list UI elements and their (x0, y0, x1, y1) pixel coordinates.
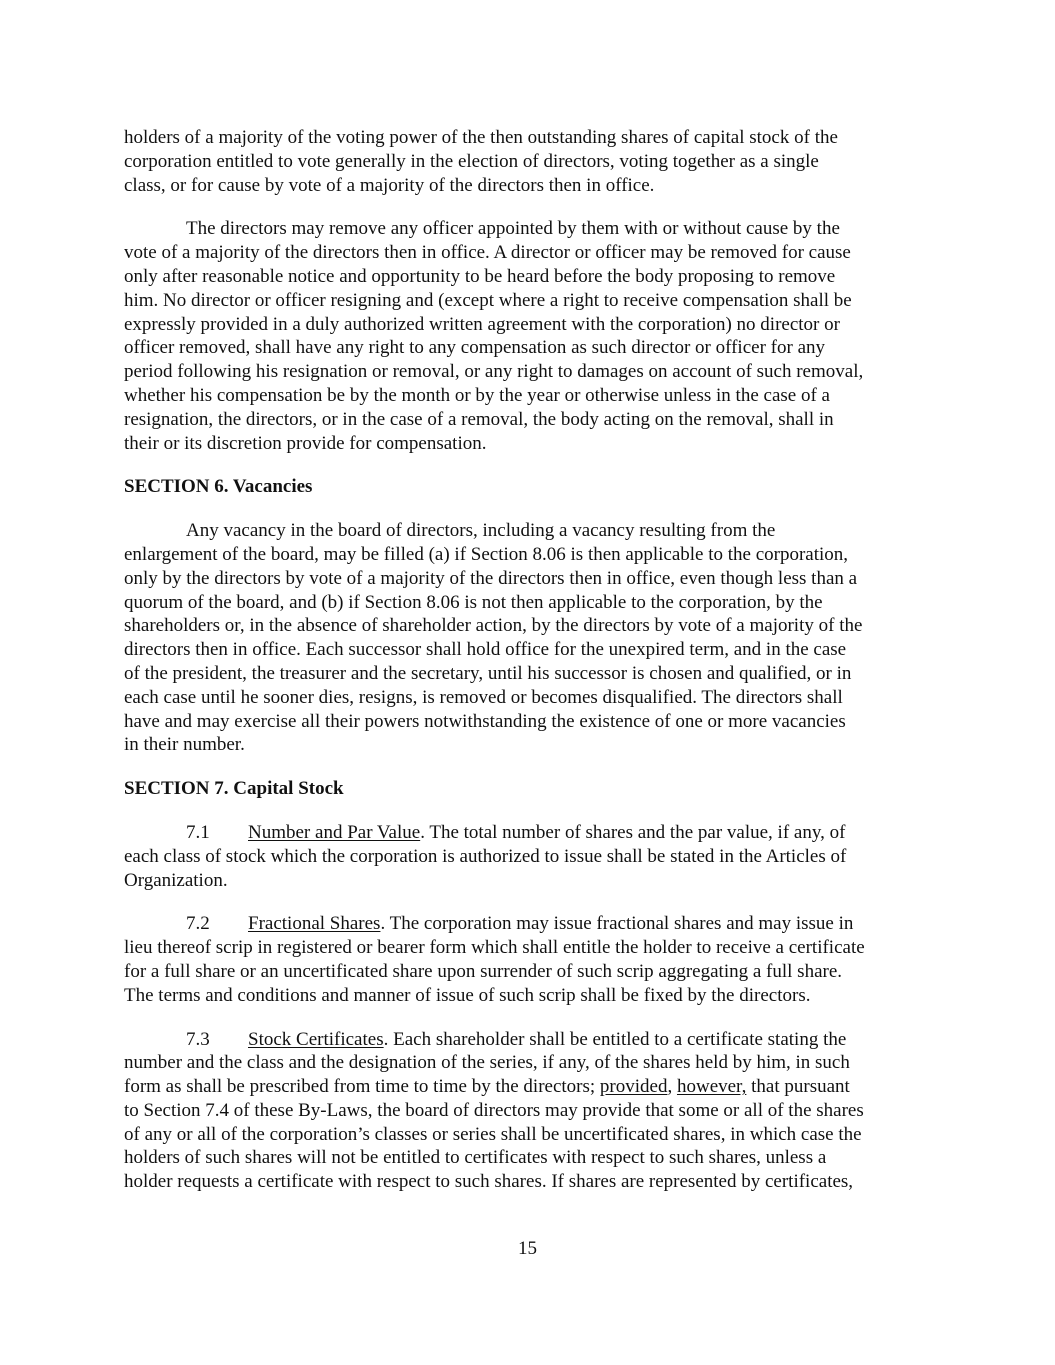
text-line: him. No director or officer resigning and (except where a right to receive compensation shall be (124, 289, 852, 311)
text-line: only after reasonable notice and opportunity to be heard before the body proposing to remove (124, 265, 836, 287)
text-line: enlargement of the board, may be filled (a) if Section 8.06 is then applicable to the corporation, (124, 543, 849, 565)
text-line: class, or for cause by vote of a majority of the directors then in office. (124, 174, 655, 196)
text-line: for a full share or an uncertificated share upon surrender of such scrip aggregating a full share. (124, 960, 843, 982)
provided-term: provided (599, 1076, 668, 1098)
page-number: 15 (518, 1238, 537, 1259)
text-line: holders of a majority of the voting power of the then outstanding shares of capital stock of the (124, 127, 838, 148)
text-line: Organization. (124, 869, 228, 891)
text-line: 7.1 Number and Par Value. The total number of shares and the par value, if any, of (186, 821, 846, 843)
text-line: expressly provided in a duly authorized written agreement with the corporation) no director or (124, 313, 840, 335)
document-page (124, 126, 936, 1214)
text-line: of the president, the treasurer and the secretary, until his successor is chosen and qualified, or in (124, 662, 852, 684)
section-6-heading: SECTION 6. Vacancies (124, 476, 313, 498)
text-line: holder requests a certificate with respect to such shares. If shares are represented by certificates, (124, 1171, 854, 1193)
subsection-number: 7.1 (186, 821, 210, 843)
text-line: form as shall be prescribed from time to time by the directors; provided, however, that pursuant (124, 1076, 850, 1098)
text-line: to Section 7.4 of these By-Laws, the board of directors may provide that some or all of the shares (124, 1099, 864, 1121)
text-line: have and may exercise all their powers notwithstanding the existence of one or more vacancies (124, 710, 846, 732)
text-line: directors then in office. Each successor shall hold office for the unexpired term, and in the case (124, 639, 847, 661)
subsection-number: 7.2 (186, 913, 210, 935)
subsection-7-3 (124, 1028, 936, 1195)
text-line: number and the class and the designation of the series, if any, of the shares held by him, in such (124, 1052, 850, 1074)
text-line: holders of such shares will not be entitled to certificates with respect to such shares, unless a (124, 1147, 827, 1169)
text-line: Any vacancy in the board of directors, including a vacancy resulting from the (186, 520, 776, 542)
text-line: only by the directors by vote of a majority of the directors then in office, even though less than a (124, 567, 858, 589)
text-line: of any or all of the corporation’s classes or series shall be uncertificated shares, in which case the (124, 1123, 862, 1145)
text-line: in their number. (124, 734, 245, 756)
text-line: quorum of the board, and (b) if Section 8.06 is not then applicable to the corporation, by the (124, 591, 823, 613)
text-line: vote of a majority of the directors then in office. A director or officer may be removed for cause (124, 242, 851, 264)
subsection-number: 7.3 (186, 1028, 210, 1050)
text-line: whether his compensation be by the month or by the year or otherwise unless in the case of a (124, 384, 830, 406)
text-line: 7.2 Fractional Shares. The corporation may issue fractional shares and may issue in (186, 913, 854, 935)
subsection-7-1 (124, 821, 936, 892)
text-line: each class of stock which the corporation is authorized to issue shall be stated in the Articles of (124, 845, 847, 867)
text-line: 7.3 Stock Certificates. Each shareholder shall be entitled to a certificate stating the (186, 1028, 847, 1050)
subsection-7-2 (124, 912, 936, 1007)
text-line: The directors may remove any officer appointed by them with or without cause by the (186, 218, 840, 240)
subsection-title: Number and Par Value (248, 821, 421, 843)
paragraph-removal-continued (124, 126, 936, 197)
subsection-title: Stock Certificates (248, 1028, 384, 1050)
text-line: resignation, the directors, or in the case of a removal, the body acting on the removal, shall in (124, 408, 834, 430)
however-term: however, (676, 1076, 747, 1098)
text-line: officer removed, shall have any right to any compensation as such director or officer for any (124, 337, 825, 359)
paragraph-officer-removal (124, 217, 936, 455)
text-line: their or its discretion provide for compensation. (124, 432, 487, 454)
section-7-heading: SECTION 7. Capital Stock (124, 778, 344, 800)
text-line: shareholders or, in the absence of shareholder action, by the directors by vote of a majority of the (124, 615, 863, 637)
text-line: each case until he sooner dies, resigns, is removed or becomes disqualified. The directors shall (124, 686, 843, 708)
text-line: The terms and conditions and manner of issue of such scrip shall be fixed by the directors. (124, 984, 811, 1006)
text-line: corporation entitled to vote generally in the election of directors, voting together as a single (124, 150, 819, 172)
text-line: period following his resignation or removal, or any right to damages on account of such removal, (124, 361, 864, 383)
text-line: lieu thereof scrip in registered or bearer form which shall entitle the holder to receive a certificate (124, 937, 865, 959)
paragraph-vacancies (124, 519, 936, 757)
subsection-title: Fractional Shares (248, 913, 381, 935)
